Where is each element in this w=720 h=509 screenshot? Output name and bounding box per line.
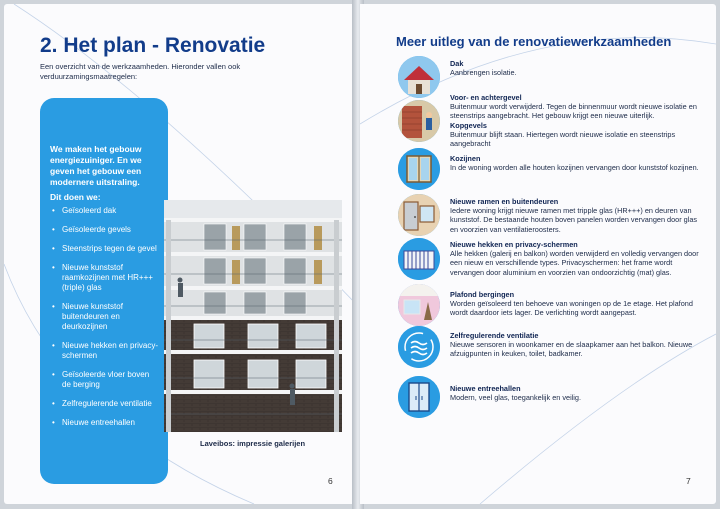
- facade-worker-icon: [398, 100, 440, 142]
- window-frame-icon: [398, 148, 440, 190]
- section-title: Meer uitleg van de renovatiewerkzaamheden: [396, 34, 672, 49]
- photo-caption: Laveibos: impressie galerijen: [200, 439, 306, 448]
- item-frames: Kozijnen In de woning worden alle houten kozijnen vervangen door kunststof kozijnen.: [450, 154, 699, 173]
- entrance-doors-icon: [398, 376, 440, 418]
- item-ceiling: Plafond bergingen Worden geïsoleerd ten behoeve van woningen op de 1e etage. Het plafond wordt daardoor iets lager. De verlichting wordt aangepast.: [450, 290, 693, 318]
- measures-list: [50, 206, 160, 437]
- roof-icon: [398, 56, 440, 98]
- panel-subheading: Dit doen we:: [50, 192, 101, 202]
- fence-icon: [398, 238, 440, 280]
- item-entrance: Nieuwe entreehallen Modern, veel glas, toegankelijk en veilig.: [450, 384, 582, 403]
- item-ventilation: Zelfregulerende ventilatie Nieuwe sensoren in woonkamer en de slaapkamer aan het balkon. Nieuwe afzuigpunten in keuken, toilet, badkamer.: [450, 331, 693, 359]
- building-impression-image: [164, 200, 342, 432]
- page-number: 7: [686, 476, 691, 486]
- page-number: 6: [328, 476, 333, 486]
- page-title: 2. Het plan - Renovatie: [40, 34, 266, 57]
- ceiling-icon: [398, 284, 440, 326]
- list-item: • Steenstrips tegen de gevel: [50, 244, 160, 254]
- list-item: • Nieuwe entreehallen: [50, 418, 160, 428]
- measures-panel: [40, 98, 168, 484]
- window-door-icon: [398, 194, 440, 236]
- list-item: • Geïsoleerde gevels: [50, 225, 160, 235]
- list-item: • Nieuwe hekken en privacy-schermen: [50, 341, 160, 361]
- panel-lead-text: We maken het gebouw energiezuiniger. En we geven het gebouw een modernere uitstraling.: [50, 144, 142, 187]
- right-page: [360, 4, 716, 504]
- item-fences: Nieuwe hekken en privacy-schermen Alle hekken (galerij en balkon) worden verwijderd en volledig vervangen door een nieuw en verschillende types. Privacyschermen: het frame wordt vervangen door aluminium en voorzien van ondoorzichtig (mat) glas.: [450, 240, 699, 277]
- item-facade: Voor- en achtergevel Buitenmuur wordt verwijderd. Tegen de binnenmuur wordt nieuwe isolatie en steenstrips aangebracht. Het gebouw krijgt een nieuwe uiterlijk. Kopgevels Buitenmuur blijft staan. Hiertegen wordt nieuwe isolatie en steenstrips aangebracht: [450, 93, 697, 149]
- list-item: • Nieuwe kunststof buitendeuren en deurkozijnen: [50, 302, 160, 332]
- intro-text: Een overzicht van de werkzaamheden. Hieronder vallen ook verduurzamingsmaatregelen:: [40, 62, 241, 81]
- item-roof: Dak Aanbrengen isolatie.: [450, 59, 517, 78]
- list-item: • Nieuwe kunststof raamkozijnen met HR+++ (triple) glas: [50, 263, 160, 293]
- item-windows-doors: Nieuwe ramen en buitendeuren Iedere woning krijgt nieuwe ramen met tripple glas (HR+++) en deuren van kunststof. De bestaande houten boven panelen worden vervangen door glas en voorzien van ventilatieroosters.: [450, 197, 698, 234]
- left-page: [4, 4, 356, 504]
- list-item: • Geïsoleerde vloer boven de berging: [50, 370, 160, 390]
- ventilation-icon: [398, 326, 440, 368]
- list-item: • Geïsoleerd dak: [50, 206, 160, 216]
- list-item: • Zelfregulerende ventilatie: [50, 399, 160, 409]
